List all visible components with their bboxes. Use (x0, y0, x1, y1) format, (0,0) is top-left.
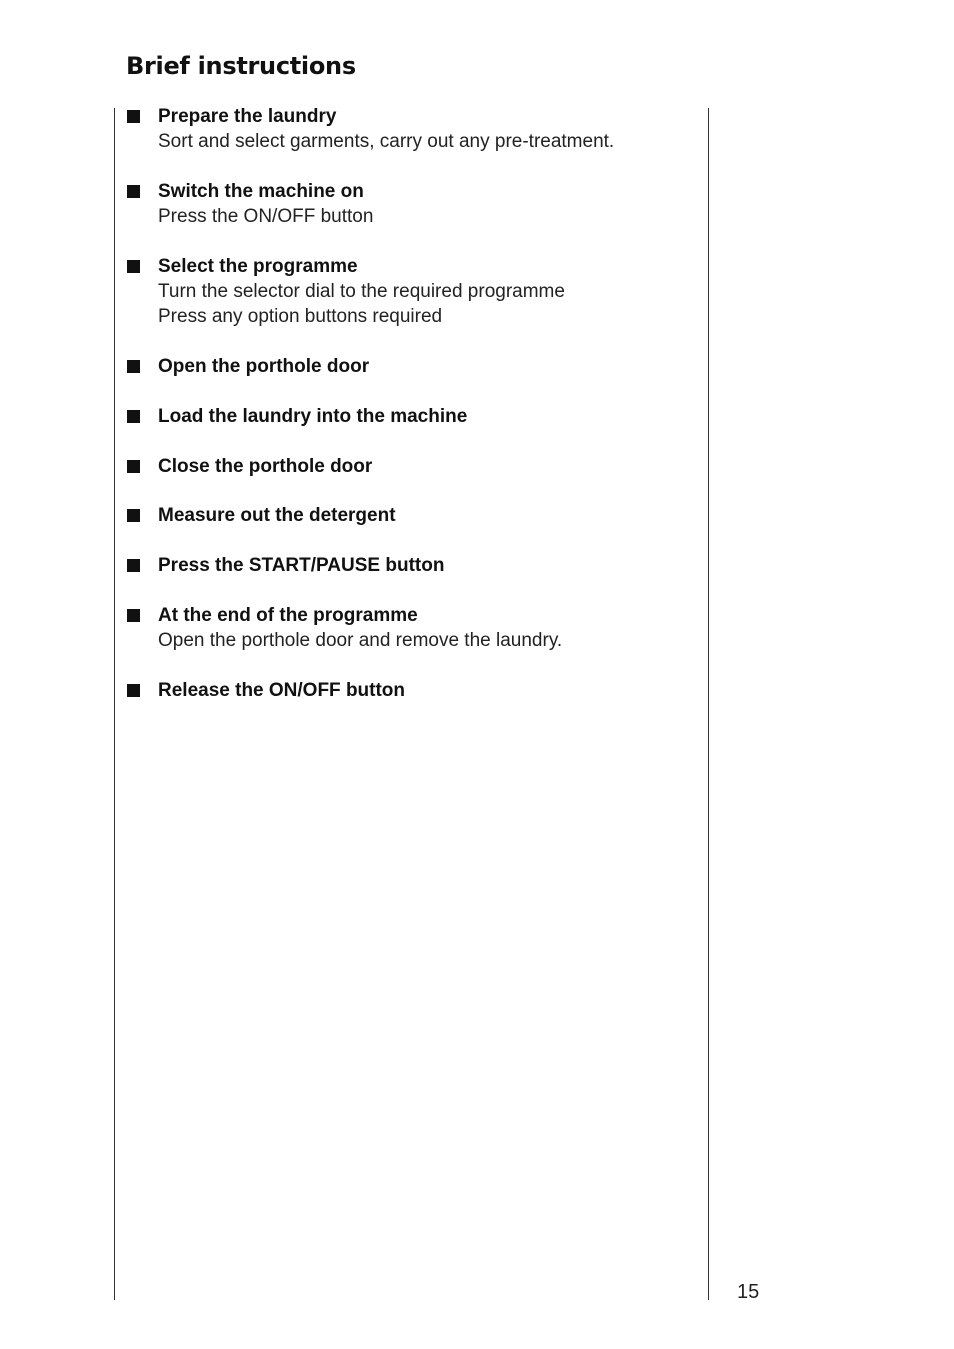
step-description: Press the ON/OFF button (158, 206, 374, 227)
step-description: Turn the selector dial to the required programme (158, 281, 565, 302)
step-title: Prepare the laundry (158, 106, 337, 127)
square-bullet-icon (127, 360, 140, 373)
square-bullet-icon (127, 609, 140, 622)
square-bullet-icon (127, 110, 140, 123)
square-bullet-icon (127, 185, 140, 198)
step-title: Measure out the detergent (158, 505, 396, 526)
square-bullet-icon (127, 559, 140, 572)
step-title: Release the ON/OFF button (158, 680, 406, 701)
step-title: At the end of the programme (158, 605, 418, 626)
step-title: Switch the machine on (158, 181, 364, 202)
right-margin-rule (708, 108, 709, 1300)
square-bullet-icon (127, 410, 140, 423)
page-number: 15 (737, 1281, 760, 1303)
step-description: Press any option buttons required (158, 306, 443, 327)
step-title: Press the START/PAUSE button (158, 555, 445, 576)
page-title: Brief instructions (126, 52, 356, 80)
step-title: Select the programme (158, 256, 358, 277)
step-description: Sort and select garments, carry out any pre-treatment. (158, 131, 615, 152)
square-bullet-icon (127, 260, 140, 273)
square-bullet-icon (127, 509, 140, 522)
left-margin-rule (114, 108, 115, 1300)
step-title: Close the porthole door (158, 456, 373, 477)
step-description: Open the porthole door and remove the laundry. (158, 630, 563, 651)
step-title: Load the laundry into the machine (158, 406, 468, 427)
square-bullet-icon (127, 460, 140, 473)
step-title: Open the porthole door (158, 356, 370, 377)
square-bullet-icon (127, 684, 140, 697)
